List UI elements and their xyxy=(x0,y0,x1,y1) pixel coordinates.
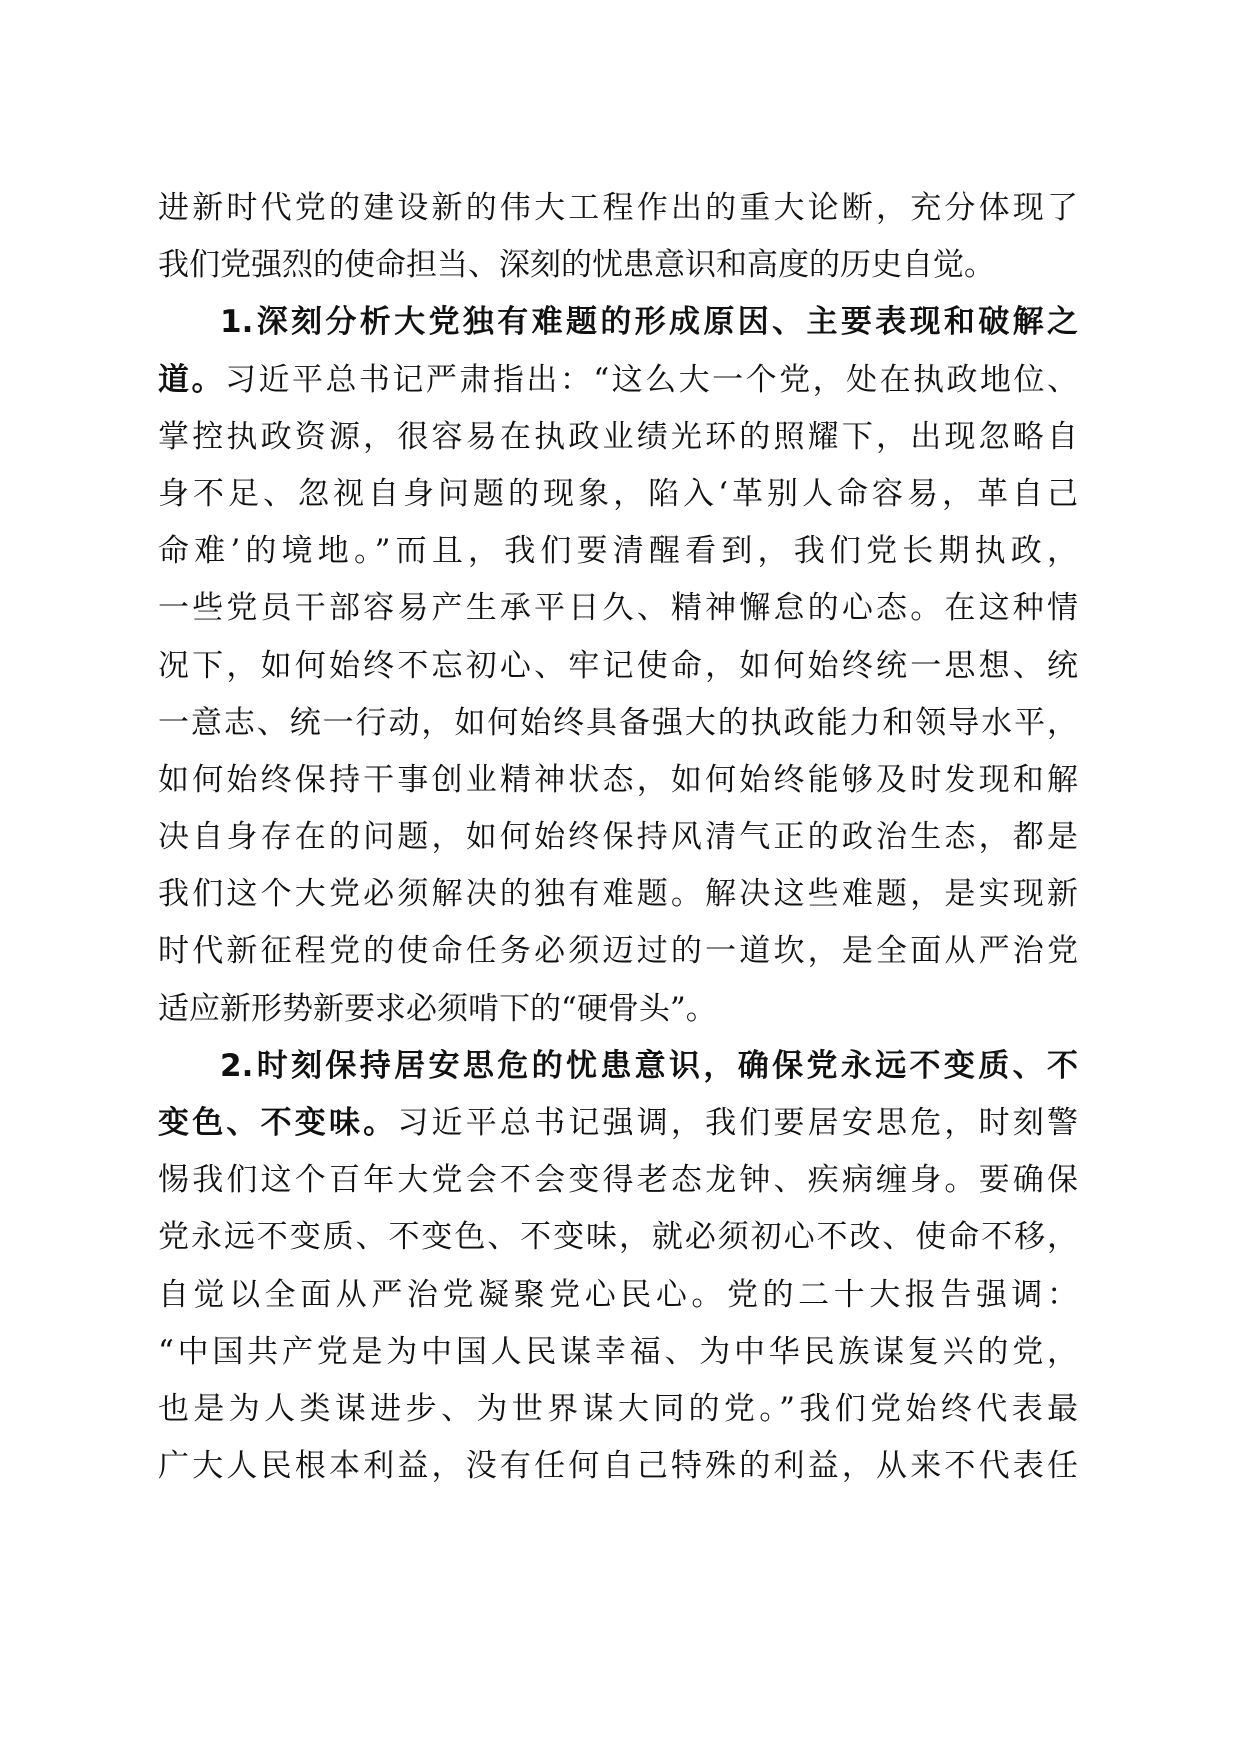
document-body xyxy=(158,180,1078,1495)
intro-line: 我们党强烈的使命担当、深刻的忧患意识和高度的历史自觉。 xyxy=(158,247,995,284)
section-2-body-line: 广大人民根本利益，没有任何自己特殊的利益，从来不代表任 xyxy=(158,1448,1078,1485)
section-1-heading-end: 道。 xyxy=(158,361,225,398)
section-2-heading-continuation xyxy=(158,1095,1078,1152)
section-1-body-line: 时代新征程党的使命任务必须迈过的一道坎，是全面从严治党 xyxy=(158,933,1078,970)
section-1-body-line: 身不足、忽视自身问题的现象，陷入‘革别人命容易，革自己 xyxy=(158,475,1078,512)
section-1-body-line: 一意志、统一行动，如何始终具备强大的执政能力和领导水平， xyxy=(158,704,1078,741)
section-1-body-line: 命难’的境地。”而且，我们要清醒看到，我们党长期执政， xyxy=(158,533,1078,570)
section-1-body-line: 况下，如何始终不忘初心、牢记使命，如何始终统一思想、统 xyxy=(158,647,1078,684)
section-2-heading-end: 变色、不变味。 xyxy=(158,1105,398,1141)
section-1-heading: 1.深刻分析大党独有难题的形成原因、主要表现和破解之 xyxy=(220,304,1078,341)
section-1-body-line: 适应新形势新要求必须啃下的“硬骨头”。 xyxy=(158,990,717,1027)
intro-line: 进新时代党的建设新的伟大工程作出的重大论断，充分体现了 xyxy=(158,190,1078,226)
section-1-body-line: 掌控执政资源，很容易在执政业绩光环的照耀下，出现忽略自 xyxy=(158,418,1078,455)
section-1-body-line: 如何始终保持干事创业精神状态，如何始终能够及时发现和解 xyxy=(158,761,1078,798)
section-1-body-line: 我们这个大党必须解决的独有难题。解决这些难题，是实现新 xyxy=(158,876,1078,913)
section-1-body-line: 决自身存在的问题，如何始终保持风清气正的政治生态，都是 xyxy=(158,819,1078,856)
section-1-body-line: 一些党员干部容易产生承平日久、精神懈怠的心态。在这种情 xyxy=(158,590,1078,627)
section-1-body-start: 习近平总书记严肃指出：“这么大一个党，处在执政地位、 xyxy=(224,361,1078,398)
section-2-body-line: “中国共产党是为中国人民谋幸福、为中华民族谋复兴的党， xyxy=(158,1333,1078,1370)
section-1-heading-continuation xyxy=(158,352,1078,409)
section-2-body-line: 自觉以全面从严治党凝聚党心民心。党的二十大报告强调： xyxy=(158,1276,1078,1313)
section-2-body-line: 党永远不变质、不变色、不变味，就必须初心不改、使命不移， xyxy=(158,1219,1078,1256)
section-2-body-line: 惕我们这个百年大党会不会变得老态龙钟、疾病缠身。要确保 xyxy=(158,1162,1078,1199)
section-2-body-line: 也是为人类谋进步、为世界谋大同的党。”我们党始终代表最 xyxy=(158,1390,1078,1427)
section-2-heading: 2.时刻保持居安思危的忧患意识，确保党永远不变质、不 xyxy=(220,1047,1078,1084)
section-2-body-start: 习近平总书记强调，我们要居安思危，时刻警 xyxy=(397,1105,1078,1141)
